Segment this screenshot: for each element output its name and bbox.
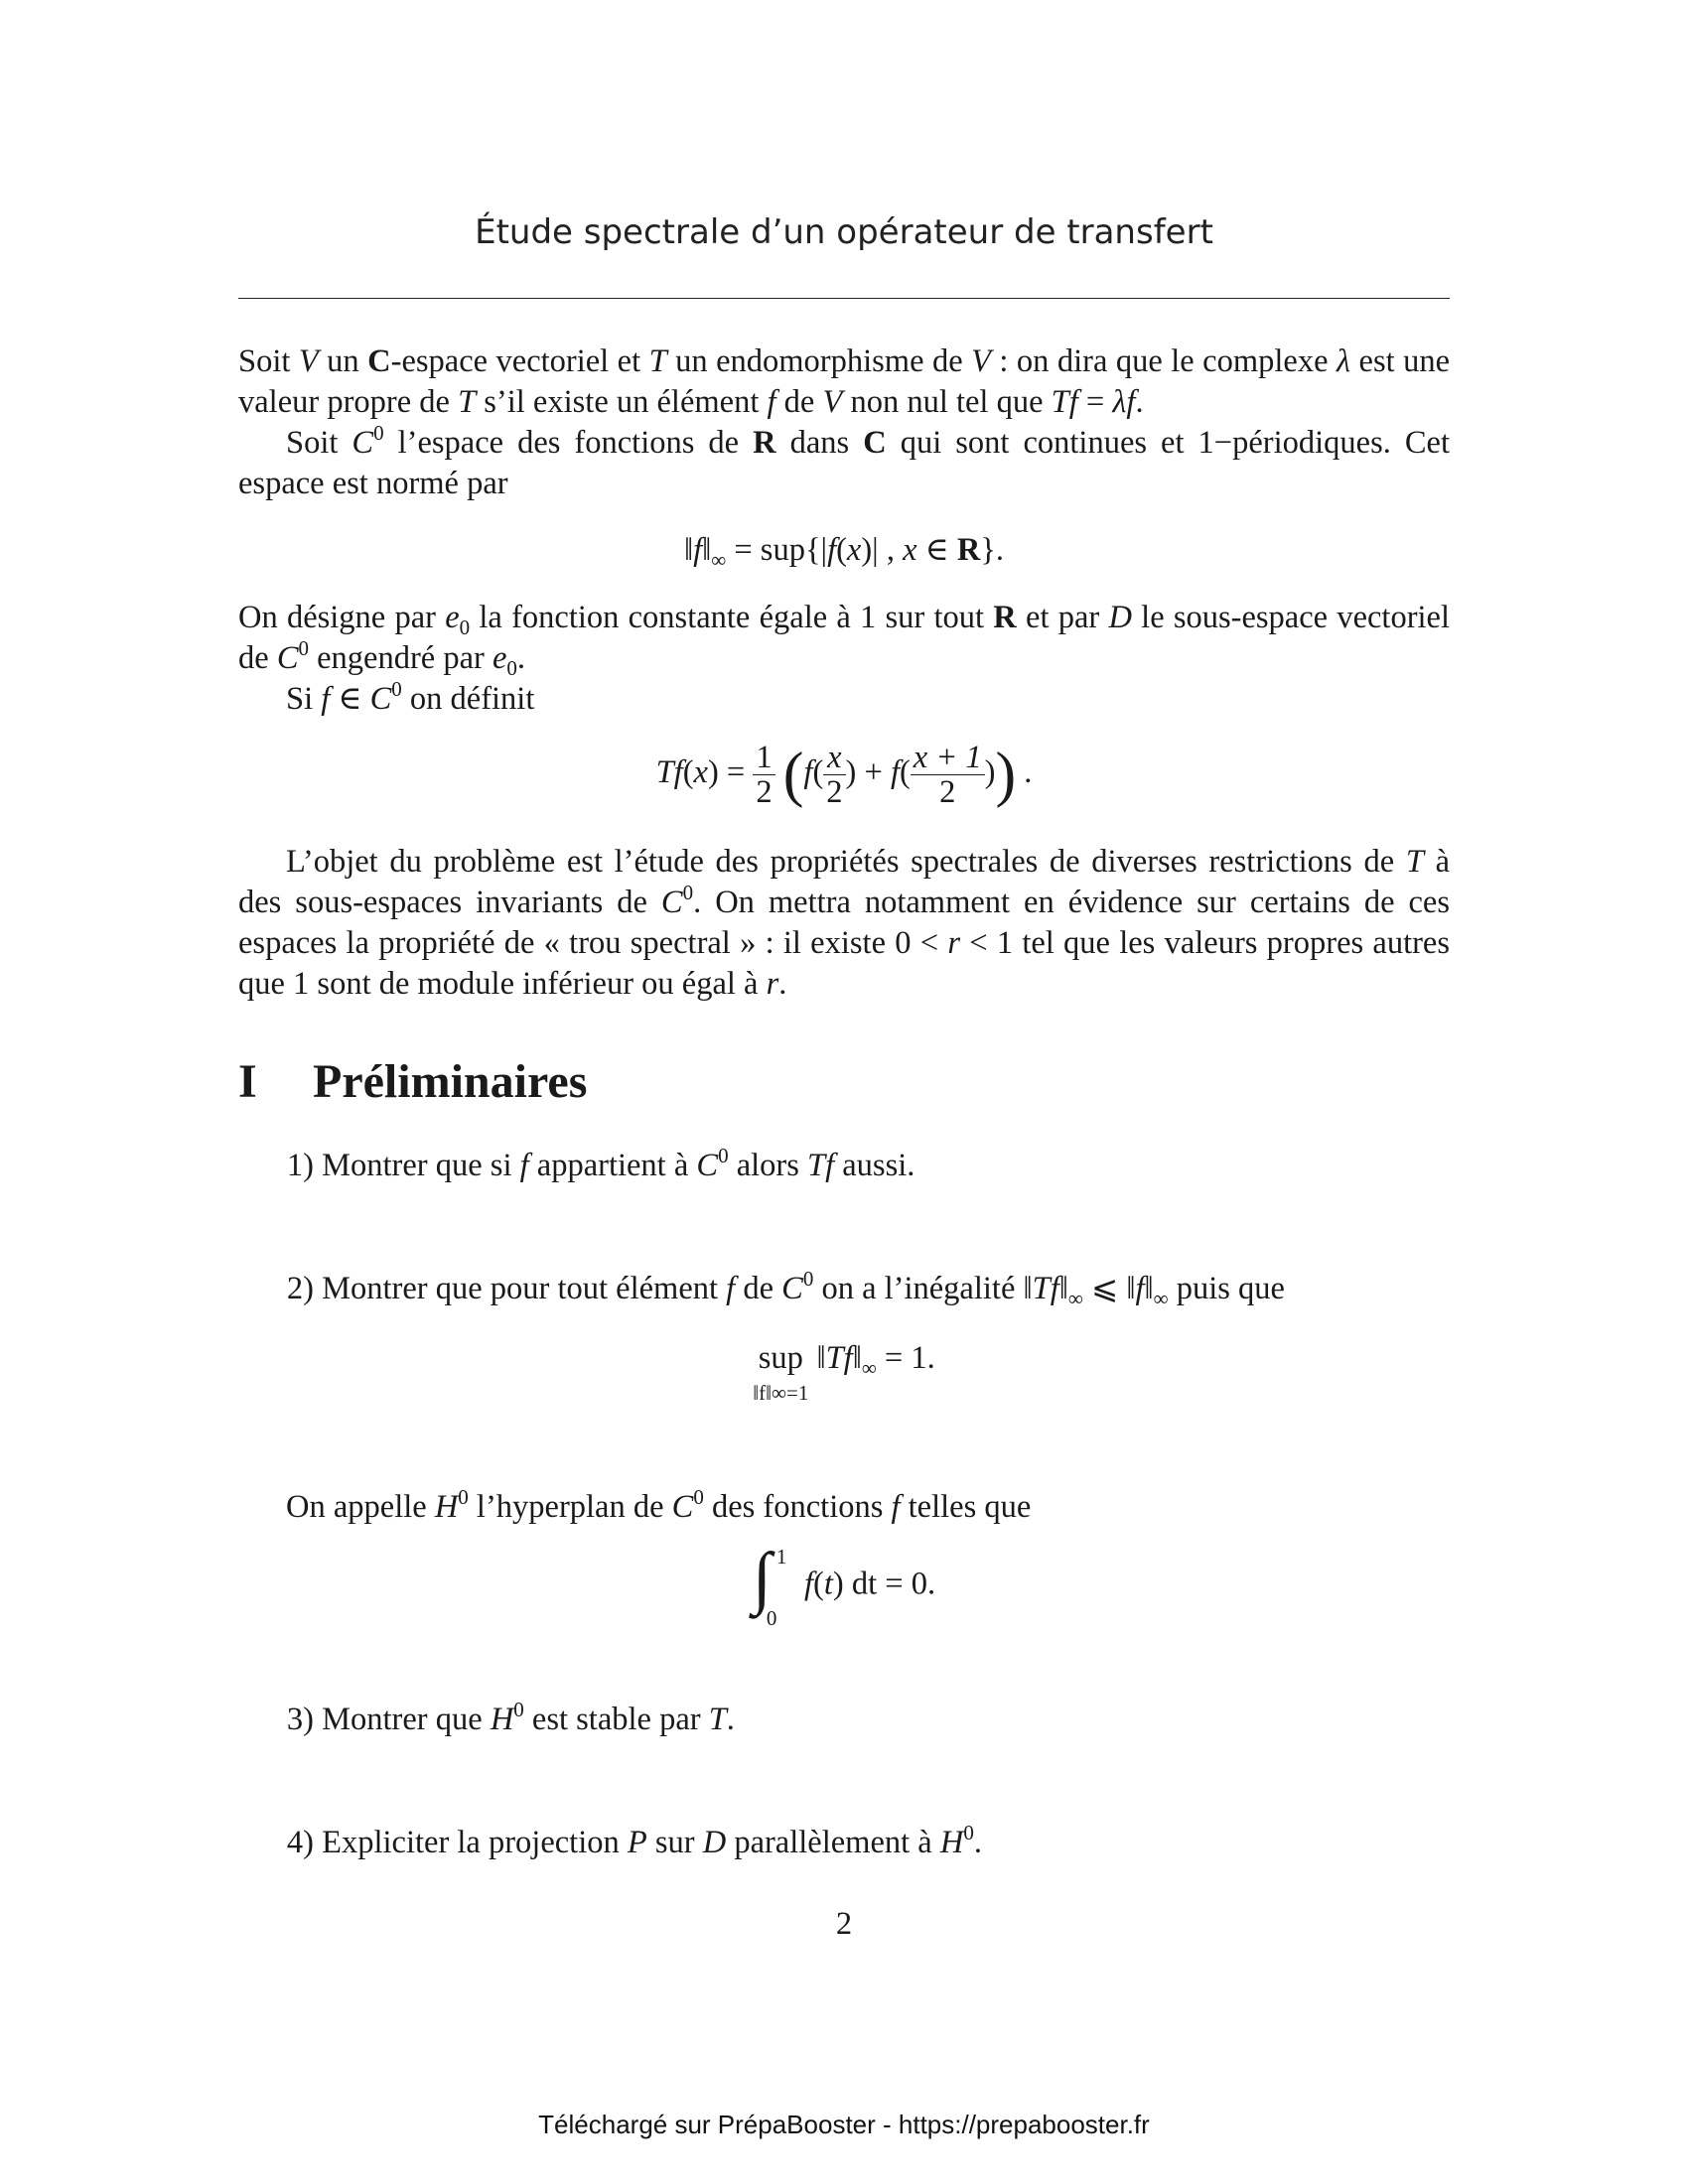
definition-equation: Tf(x) = $\frac{1}{2}$ (f( $\frac{x}{2}$ ) + f( $\frac{x + 1}{2}$ )) . <box>655 740 1033 811</box>
section-heading <box>238 1052 587 1112</box>
section-title: Préliminaires <box>313 1055 588 1108</box>
intro-paragraph-5: L’objet du problème est l’étude des propriétés spectrales de diverses restrictions de T à des sous-espaces invariants de $C^0$. On mettra notamment en évidence sur certains de ces espaces la propriété de « trou spectral » : il existe 0 < r < 1 tel que les valeurs propres autres que 1 sont de module inférieur ou égal à r. <box>238 844 1450 1002</box>
integral-sign: ∫ 1 0 <box>752 1540 787 1630</box>
sup-equation: sup ‖f‖∞=1 $‖Tf‖_\infty = 1$. <box>753 1340 935 1405</box>
sup-operator: sup ‖f‖∞=1 <box>753 1340 809 1405</box>
page-number: 2 <box>835 1906 853 1942</box>
x-plus-1-over-2-fraction: $\frac{x + 1}{2}$ <box>911 741 985 809</box>
h0-definition-paragraph: On appelle $H^0$ l’hyperplan de $C^0$ des fonctions f telles que <box>286 1485 1032 1525</box>
running-header-title: Étude spectrale d’un opérateur de transfert <box>475 212 1213 252</box>
question-2: 2) Montrer que pour tout élément f de $C^0$ on a l’inégalité $‖Tf‖_\infty$ ⩽ $‖f‖_\infty$ puis que <box>286 1267 1285 1310</box>
norm-equation: $‖f‖_\infty = sup\{|f(x)|$ , x ∈ R}. <box>683 532 1005 572</box>
question-1: 1) Montrer que si f appartient à $C^0$ alors Tf aussi. <box>286 1144 915 1183</box>
question-4: 4) Expliciter la projection P sur D parallèlement à $H^0$. <box>286 1821 982 1860</box>
integral-equation: ∫ 1 0 f(t) dt = 0. <box>752 1540 936 1630</box>
question-3: 3) Montrer que $H^0$ est stable par T. <box>286 1698 735 1737</box>
download-footer: Téléchargé sur PrépaBooster - https://prepabooster.fr <box>538 2110 1150 2139</box>
intro-paragraph-2: Soit $C^0$ l’espace des fonctions de R dans C qui sont continues et 1−périodiques. Cet espace est normé par <box>238 421 1451 501</box>
half-fraction: $\frac{1}{2}$ <box>753 741 774 809</box>
intro-paragraph-4: Si f ∈ $C^0$ on définit <box>286 677 535 717</box>
x-over-2-fraction: $\frac{x}{2}$ <box>823 741 845 809</box>
header-rule <box>238 298 1450 299</box>
intro-paragraph-3: On désigne par $e_0$ la fonction constante égale à 1 sur tout R et par D le sous-espace vectoriel de $C^0$ engendré par $e_0$. <box>238 600 1451 680</box>
section-number: I <box>238 1055 257 1108</box>
intro-paragraph-1: Soit V un C-espace vectoriel et T un endomorphisme de V : on dira que le complexe λ est une valeur propre de T s’il existe un élément f de V non nul tel que Tf = λf. <box>238 343 1451 420</box>
